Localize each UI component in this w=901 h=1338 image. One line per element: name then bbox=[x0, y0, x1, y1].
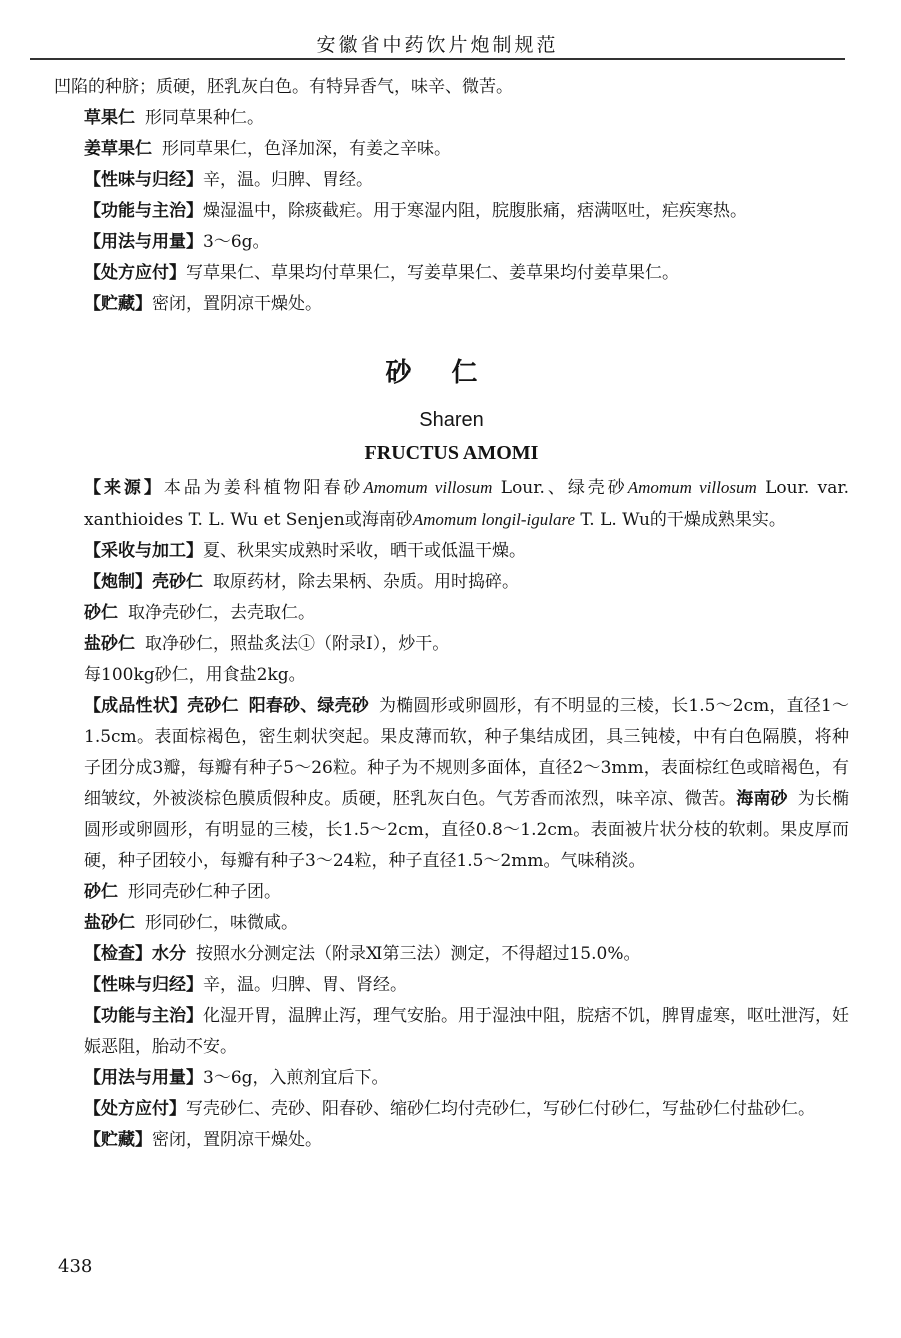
latin-name: Amomum longil-igulare bbox=[412, 510, 576, 529]
paragraph bbox=[54, 1094, 849, 1125]
paragraph bbox=[54, 165, 849, 196]
text: 辛，温。归脾、胃经。 bbox=[203, 170, 373, 190]
text: Lour.、绿壳砂 bbox=[492, 478, 628, 498]
text: 取净砂仁，照盐炙法①（附录Ⅰ），炒干。 bbox=[145, 634, 450, 654]
text: 取净壳砂仁，去壳取仁。 bbox=[128, 603, 315, 623]
entry-pinyin: Sharen bbox=[419, 409, 484, 431]
paragraph bbox=[54, 908, 849, 939]
entry-latin-name: FRUCTUS AMOMI bbox=[364, 442, 539, 464]
paragraph-characteristics bbox=[54, 691, 849, 877]
label: 壳砂仁 bbox=[152, 572, 203, 592]
paragraph bbox=[54, 1001, 849, 1063]
text: 形同砂仁，味微咸。 bbox=[145, 913, 298, 933]
label: 【功能与主治】 bbox=[84, 201, 203, 221]
text: 按照水分测定法（附录Ⅺ第三法）测定，不得超过15.0%。 bbox=[196, 944, 641, 964]
paragraph-source bbox=[54, 472, 849, 536]
text: 化湿开胃，温脾止泻，理气安胎。用于湿浊中阻，脘痞不饥，脾胃虚寒，呕吐泄泻，妊娠恶阻，胎动不安。 bbox=[84, 1006, 849, 1057]
text: 为椭圆形或卵圆形，有不明显的三棱，长1.5～2cm，直径1～1.5cm。表面棕褐色，密生刺状突起。果皮薄而软，种子集结成团，具三钝棱，中有白色隔膜，将种子团分成3瓣，每瓣有种子5～26粒。种子为不规则多面体，直径2～3mm，表面棕红色或暗褐色，有细皱纹，外被淡棕色膜质假种皮。质硬，胚乳灰白色。气芳香而浓烈，味辛凉、微苦。 bbox=[84, 696, 849, 809]
text: Lour. var. xanthioides T. L. Wu et Senjen或海南砂 bbox=[84, 478, 849, 530]
label: 【成品性状】 bbox=[84, 696, 188, 716]
label: 【处方应付】 bbox=[84, 1099, 186, 1119]
paragraph bbox=[54, 1063, 849, 1094]
text: 取原药材，除去果柄、杂质。用时捣碎。 bbox=[213, 572, 519, 592]
page-number: 438 bbox=[58, 1256, 93, 1277]
text: 每100kg砂仁，用食盐2kg。 bbox=[84, 665, 306, 685]
header-title: 安徽省中药饮片炮制规范 bbox=[316, 34, 559, 56]
label: 【来源】 bbox=[84, 478, 164, 498]
paragraph bbox=[54, 629, 849, 660]
paragraph bbox=[54, 970, 849, 1001]
label: 【检查】 bbox=[84, 944, 152, 964]
page-header bbox=[30, 10, 845, 60]
paragraph bbox=[54, 134, 849, 165]
label: 草果仁 bbox=[84, 108, 135, 128]
label: 【性味与归经】 bbox=[84, 975, 203, 995]
label: 壳砂仁 bbox=[187, 696, 239, 716]
text: 写草果仁、草果均付草果仁，写姜草果仁、姜草果均付姜草果仁。 bbox=[186, 263, 679, 283]
text: 密闭，置阴凉干燥处。 bbox=[152, 294, 322, 314]
paragraph bbox=[54, 536, 849, 567]
label: 【炮制】 bbox=[84, 572, 152, 592]
label: 水分 bbox=[152, 944, 186, 964]
label: 【性味与归经】 bbox=[84, 170, 203, 190]
label: 姜草果仁 bbox=[84, 139, 152, 159]
paragraph bbox=[54, 567, 849, 598]
label: 【用法与用量】 bbox=[84, 232, 203, 252]
text: 形同壳砂仁种子团。 bbox=[128, 882, 281, 902]
label: 砂仁 bbox=[84, 882, 118, 902]
paragraph bbox=[54, 258, 849, 289]
text: 3～6g。 bbox=[203, 232, 270, 252]
paragraph bbox=[54, 877, 849, 908]
paragraph bbox=[54, 289, 849, 320]
label: 【贮藏】 bbox=[84, 1130, 152, 1150]
label: 阳春砂、绿壳砂 bbox=[248, 696, 369, 716]
paragraph bbox=[54, 103, 849, 134]
paragraph bbox=[54, 196, 849, 227]
label: 【处方应付】 bbox=[84, 263, 186, 283]
text: 本品为姜科植物阳春砂 bbox=[163, 478, 364, 498]
text: T. L. Wu的干燥成熟果实。 bbox=[575, 510, 786, 530]
latin-name: Amomum villosum bbox=[627, 478, 757, 497]
label: 【用法与用量】 bbox=[84, 1068, 203, 1088]
text: 凹陷的种脐；质硬，胚乳灰白色。有特异香气，味辛、微苦。 bbox=[54, 77, 513, 97]
paragraph bbox=[54, 660, 849, 691]
text: 为长椭圆形或卵圆形，有明显的三棱，长1.5～2cm，直径0.8～1.2cm。表面被片状分枝的软刺。果皮厚而硬，种子团较小，每瓣有种子3～24粒，种子直径1.5～2mm。气味稍淡。 bbox=[84, 789, 850, 871]
paragraph bbox=[54, 227, 849, 258]
paragraph bbox=[54, 939, 849, 970]
paragraph bbox=[54, 72, 849, 103]
page-body bbox=[54, 72, 849, 1156]
text: 辛，温。归脾、胃、肾经。 bbox=[203, 975, 407, 995]
entry-title: 砂仁 bbox=[385, 358, 518, 388]
text: 夏、秋果实成熟时采收，晒干或低温干燥。 bbox=[203, 541, 526, 561]
label: 砂仁 bbox=[84, 603, 118, 623]
label: 盐砂仁 bbox=[84, 634, 135, 654]
latin-name: Amomum villosum bbox=[363, 478, 493, 497]
paragraph bbox=[54, 1125, 849, 1156]
label: 盐砂仁 bbox=[84, 913, 135, 933]
label: 海南砂 bbox=[736, 789, 788, 809]
label: 【采收与加工】 bbox=[84, 541, 203, 561]
text: 形同草果种仁。 bbox=[145, 108, 264, 128]
label: 【贮藏】 bbox=[84, 294, 152, 314]
text: 3～6g，入煎剂宜后下。 bbox=[203, 1068, 389, 1088]
text: 写壳砂仁、壳砂、阳春砂、缩砂仁均付壳砂仁，写砂仁付砂仁，写盐砂仁付盐砂仁。 bbox=[186, 1099, 815, 1119]
text: 形同草果仁，色泽加深，有姜之辛味。 bbox=[162, 139, 451, 159]
text: 密闭，置阴凉干燥处。 bbox=[152, 1130, 322, 1150]
label: 【功能与主治】 bbox=[84, 1006, 203, 1026]
text: 燥湿温中，除痰截疟。用于寒湿内阻，脘腹胀痛，痞满呕吐，疟疾寒热。 bbox=[203, 201, 747, 221]
paragraph bbox=[54, 598, 849, 629]
